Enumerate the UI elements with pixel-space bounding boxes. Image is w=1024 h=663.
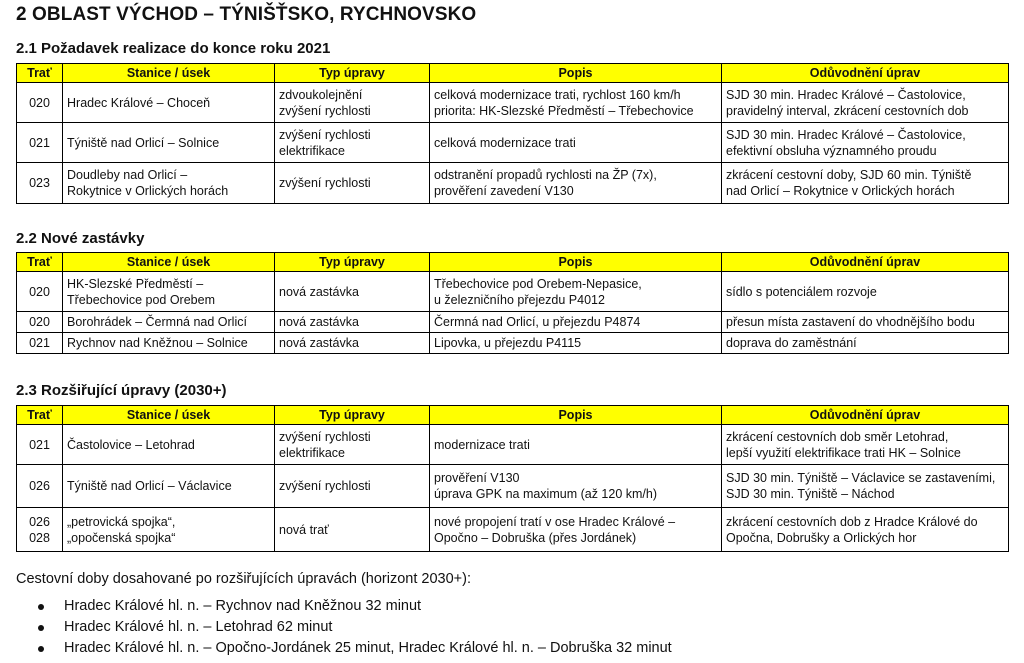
cell-line: SJD 30 min. Týniště – Náchod: [726, 487, 895, 501]
table-cell-stanice: [63, 312, 275, 333]
cell-line: priorita: HK-Slezské Předměstí – Třebechovice: [434, 103, 694, 118]
cell-line: nová zastávka: [279, 336, 359, 350]
bullet-icon: [38, 625, 44, 631]
table-row: [17, 272, 1009, 312]
cell-line: nová trať: [279, 522, 329, 537]
cell-line: odstranění propadů rychlosti na ŽP (7x),: [434, 168, 657, 182]
cell-line: SJD 30 min. Hradec Králové – Častolovice,: [726, 87, 966, 102]
column-header: Typ úpravy: [275, 406, 430, 425]
table-row: [17, 465, 1009, 508]
table-cell-popis: [430, 465, 722, 508]
list-item: Hradec Králové hl. n. – Letohrad 62 minut: [16, 617, 672, 638]
table-cell-stanice: [63, 465, 275, 508]
column-header: Trať: [17, 406, 63, 425]
table-cell-trat: [17, 425, 63, 465]
cell-line: celková modernizace trati, rychlost 160 km/h: [434, 87, 681, 102]
table-cell-typ: [275, 333, 430, 354]
cell-line: 021: [29, 437, 50, 452]
cell-line: lepší využití elektrifikace trati HK – Solnice: [726, 445, 961, 460]
cell-line: 020: [29, 284, 50, 299]
subsection-title-2-2: 2.2 Nové zastávky: [16, 230, 145, 247]
table-cell-trat: [17, 312, 63, 333]
list-item: Hradec Králové hl. n. – Rychnov nad Kněžnou 32 minut: [16, 596, 672, 617]
table-cell-popis: [430, 163, 722, 204]
cell-line: efektivní obsluha významného proudu: [726, 143, 937, 158]
table-cell-typ: [275, 508, 430, 552]
table-row: [17, 425, 1009, 465]
table-cell-typ: [275, 83, 430, 123]
table-row: [17, 508, 1009, 552]
column-header: Typ úpravy: [275, 64, 430, 83]
cell-line: 026: [29, 514, 50, 529]
cell-line: zkrácení cestovní doby, SJD 60 min. Týniště: [726, 168, 972, 182]
column-header: Stanice / úsek: [63, 64, 275, 83]
cell-line: SJD 30 min. Hradec Králové – Častolovice,: [726, 127, 966, 142]
cell-line: nad Orlicí – Rokytnice v Orlických horách: [726, 184, 955, 198]
column-header: Stanice / úsek: [63, 253, 275, 272]
table-cell-oduvodneni: [722, 508, 1009, 552]
column-header: Trať: [17, 253, 63, 272]
column-header: Stanice / úsek: [63, 406, 275, 425]
requirements-table: [16, 63, 1009, 204]
table-cell-trat: [17, 333, 63, 354]
column-header: Popis: [430, 64, 722, 83]
cell-line: Čermná nad Orlicí, u přejezdu P4874: [434, 315, 641, 329]
cell-line: přesun místa zastavení do vhodnějšího bodu: [726, 315, 975, 329]
cell-line: úprava GPK na maximum (až 120 km/h): [434, 487, 657, 501]
column-header: Trať: [17, 64, 63, 83]
table-cell-oduvodneni: [722, 123, 1009, 163]
table-cell-trat: [17, 83, 63, 123]
cell-line: zvýšení rychlosti: [279, 103, 371, 118]
cell-line: Rychnov nad Kněžnou – Solnice: [67, 336, 248, 350]
table-cell-popis: [430, 272, 722, 312]
table-row: [17, 83, 1009, 123]
cell-line: zkrácení cestovních dob z Hradce Králové do: [726, 514, 978, 529]
table-cell-stanice: [63, 123, 275, 163]
cell-line: SJD 30 min. Týniště – Václavice se zastaveními,: [726, 471, 996, 485]
cell-line: elektrifikace: [279, 445, 345, 460]
cell-line: 028: [29, 530, 50, 545]
table-cell-stanice: [63, 508, 275, 552]
cell-line: Opočno – Dobruška (přes Jordánek): [434, 530, 637, 545]
table-cell-trat: [17, 272, 63, 312]
table-cell-stanice: [63, 272, 275, 312]
table-cell-stanice: [63, 83, 275, 123]
cell-line: zvýšení rychlosti: [279, 176, 371, 190]
table-cell-oduvodneni: [722, 272, 1009, 312]
cell-line: doprava do zaměstnání: [726, 336, 857, 350]
column-header: Popis: [430, 253, 722, 272]
cell-line: zvýšení rychlosti: [279, 429, 371, 444]
table-cell-typ: [275, 312, 430, 333]
table-cell-trat: [17, 465, 63, 508]
table-cell-trat: [17, 163, 63, 204]
table-cell-oduvodneni: [722, 333, 1009, 354]
table-cell-oduvodneni: [722, 83, 1009, 123]
cell-line: Týniště nad Orlicí – Solnice: [67, 135, 220, 150]
cell-line: u železničního přejezdu P4012: [434, 292, 605, 307]
table-cell-trat: [17, 123, 63, 163]
subsection-title-2-1: 2.1 Požadavek realizace do konce roku 2021: [16, 40, 331, 57]
table-cell-popis: [430, 508, 722, 552]
cell-line: zkrácení cestovních dob směr Letohrad,: [726, 429, 949, 444]
table-cell-stanice: [63, 163, 275, 204]
table-header-row: [17, 253, 1009, 272]
table-cell-typ: [275, 272, 430, 312]
table-cell-typ: [275, 123, 430, 163]
cell-line: Rokytnice v Orlických horách: [67, 184, 229, 198]
cell-line: nová zastávka: [279, 284, 359, 299]
bullet-icon: [38, 646, 44, 652]
cell-line: elektrifikace: [279, 143, 345, 158]
cell-line: 020: [29, 95, 50, 110]
table-header-row: [17, 64, 1009, 83]
travel-times-list: [16, 596, 672, 659]
cell-line: „petrovická spojka“,: [67, 514, 176, 529]
cell-line: sídlo s potenciálem rozvoje: [726, 284, 877, 299]
cell-line: modernizace trati: [434, 437, 530, 452]
table-cell-typ: [275, 425, 430, 465]
column-header: Odůvodnění úprav: [722, 64, 1009, 83]
column-header: Popis: [430, 406, 722, 425]
table-row: [17, 123, 1009, 163]
column-header: Odůvodnění úprav: [722, 406, 1009, 425]
cell-line: 021: [29, 336, 50, 350]
table-cell-oduvodneni: [722, 163, 1009, 204]
table-cell-trat: [17, 508, 63, 552]
cell-line: 021: [29, 135, 50, 150]
table-cell-stanice: [63, 333, 275, 354]
cell-line: 026: [29, 479, 50, 493]
cell-line: Častolovice – Letohrad: [67, 437, 195, 452]
table-cell-popis: [430, 425, 722, 465]
section-heading: 2 OBLAST VÝCHOD – TÝNIŠŤSKO, RYCHNOVSKO: [16, 4, 477, 25]
table-cell-popis: [430, 312, 722, 333]
table-cell-popis: [430, 123, 722, 163]
table-cell-oduvodneni: [722, 312, 1009, 333]
list-item: Hradec Králové hl. n. – Opočno-Jordánek 25 minut, Hradec Králové hl. n. – Dobruška 32 minut: [16, 638, 672, 659]
table-row: [17, 333, 1009, 354]
table-cell-oduvodneni: [722, 465, 1009, 508]
cell-line: pravidelný interval, zkrácení cestovních dob: [726, 103, 969, 118]
column-header: Odůvodnění úprav: [722, 253, 1009, 272]
extension-table: [16, 405, 1009, 552]
cell-line: celková modernizace trati: [434, 135, 576, 150]
cell-line: prověření V130: [434, 471, 520, 485]
cell-line: Borohrádek – Čermná nad Orlicí: [67, 315, 247, 329]
cell-line: Opočna, Dobrušky a Orlických hor: [726, 530, 917, 545]
subsection-title-2-3: 2.3 Rozšiřující úpravy (2030+): [16, 382, 227, 399]
cell-line: Hradec Králové – Choceň: [67, 95, 211, 110]
new-stops-table: [16, 252, 1009, 354]
cell-line: prověření zavedení V130: [434, 184, 574, 198]
table-cell-typ: [275, 163, 430, 204]
bullet-icon: [38, 604, 44, 610]
cell-line: zdvoukolejnění: [279, 87, 363, 102]
cell-line: „opočenská spojka“: [67, 530, 176, 545]
cell-line: Lipovka, u přejezdu P4115: [434, 336, 582, 350]
cell-line: nová zastávka: [279, 315, 359, 329]
cell-line: Třebechovice pod Orebem-Nepasice,: [434, 276, 642, 291]
table-header-row: [17, 406, 1009, 425]
cell-line: HK-Slezské Předměstí –: [67, 276, 204, 291]
cell-line: Třebechovice pod Orebem: [67, 292, 215, 307]
travel-times-summary: Cestovní doby dosahované po rozšiřujících úpravách (horizont 2030+):: [16, 571, 472, 587]
table-row: [17, 312, 1009, 333]
cell-line: 023: [29, 176, 50, 190]
cell-line: Doudleby nad Orlicí –: [67, 168, 188, 182]
table-cell-popis: [430, 333, 722, 354]
table-cell-oduvodneni: [722, 425, 1009, 465]
cell-line: zvýšení rychlosti: [279, 127, 371, 142]
table-cell-popis: [430, 83, 722, 123]
table-cell-typ: [275, 465, 430, 508]
column-header: Typ úpravy: [275, 253, 430, 272]
cell-line: 020: [29, 315, 50, 329]
cell-line: nové propojení tratí v ose Hradec Králové –: [434, 514, 676, 529]
table-cell-stanice: [63, 425, 275, 465]
cell-line: Týniště nad Orlicí – Václavice: [67, 479, 232, 493]
table-row: [17, 163, 1009, 204]
cell-line: zvýšení rychlosti: [279, 479, 371, 493]
